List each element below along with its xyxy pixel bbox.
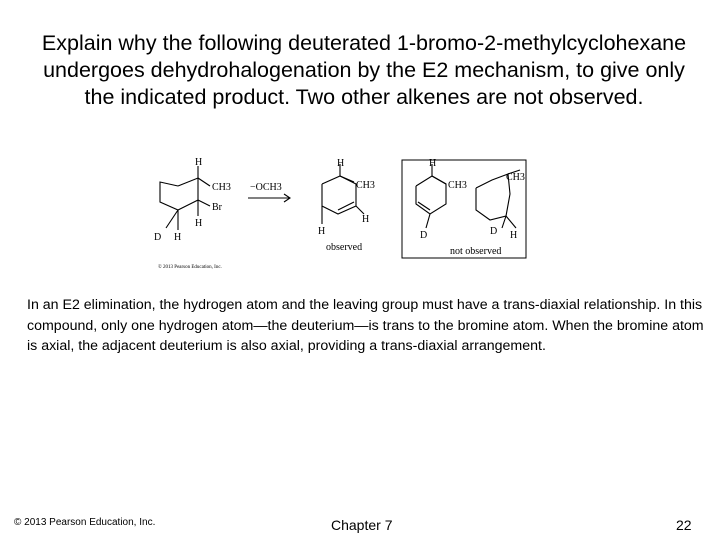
observed-caption: observed	[326, 242, 363, 253]
slide-title: Explain why the following deuterated 1-bromo-2-methylcyclohexane undergoes dehydrohalogenation by the E2 mechanism, to give only the indicated product. Two other alkenes are not observed.	[41, 31, 687, 109]
not-observed-caption: not observed	[450, 246, 502, 257]
observed-h-right: H	[362, 214, 370, 225]
reactant-br: Br	[212, 202, 222, 213]
reaction-scheme	[150, 158, 530, 270]
not-observed-1-h: H	[429, 158, 437, 169]
figure-credit: © 2013 Pearson Education, Inc.	[158, 265, 222, 270]
reactant-d: D	[154, 232, 162, 243]
page-number: 22	[676, 517, 692, 533]
reaction-figure	[150, 158, 530, 270]
explanation-text: In an E2 elimination, the hydrogen atom and the leaving group must have a trans-diaxial relationship. In this compound, only one hydrogen atom—the deuterium—is trans to the bromine atom. When the bromine atom is axial, the adjacent deuterium is also axial, providing a trans-diaxial arrangement.	[27, 297, 704, 354]
observed-product-ring	[322, 176, 356, 214]
not-observed-2-h: H	[510, 230, 518, 241]
not-observed-2-ch3: CH3	[506, 172, 525, 183]
not-observed-ring-2	[476, 174, 510, 220]
not-observed-1-d: D	[420, 230, 428, 241]
reagent-label: −OCH3	[250, 182, 282, 193]
reactant-h-top: H	[195, 158, 203, 168]
not-observed-1-ch3: CH3	[448, 180, 467, 191]
not-observed-2-d: D	[490, 226, 498, 237]
reactant-ch3: CH3	[212, 182, 231, 193]
footer-copyright: © 2013 Pearson Education, Inc.	[14, 517, 156, 528]
observed-ch3: CH3	[356, 180, 375, 191]
reactant-h-right: H	[195, 218, 203, 229]
observed-h-top: H	[337, 158, 345, 169]
footer-chapter: Chapter 7	[331, 517, 393, 533]
observed-h-bottom: H	[318, 226, 326, 237]
reactant-ring	[160, 178, 198, 210]
reactant-h-bottom: H	[174, 232, 182, 243]
